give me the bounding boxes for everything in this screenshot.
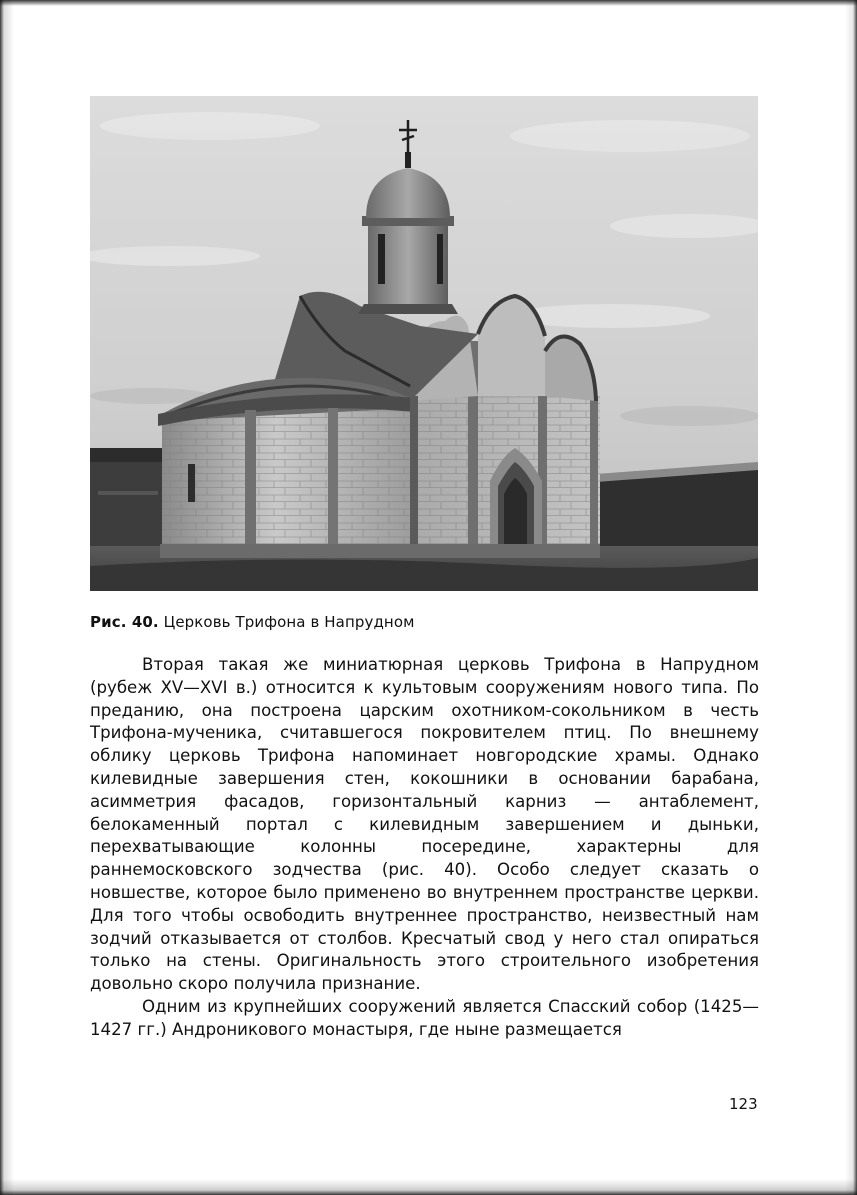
scan-edge-bottom xyxy=(0,1179,857,1195)
body-text xyxy=(90,654,759,1042)
scan-edge-top xyxy=(0,0,857,6)
figure-caption xyxy=(90,613,415,631)
scan-edge-left xyxy=(0,0,16,1195)
page-number: 123 xyxy=(729,1095,758,1113)
figure-label: Рис. 40. xyxy=(90,613,159,631)
church-photo xyxy=(90,96,758,591)
scan-edge-right xyxy=(845,0,857,1195)
paragraph-1: Вторая такая же миниатюрная церковь Трифона в Напрудном (рубеж XV—XVI в.) относится к культовым сооружениям нового типа. По преданию, она построена царским охотником-сокольником в честь Трифона-мученика, считавшегося покровителем птиц. По внешнему облику церковь Трифона напоминает новгородские храмы. Однако килевидные завершения стен, кокошники в основании барабана, асимметрия фасадов, горизонтальный карниз — антаблемент, белокаменный портал с килевидным завершением и дыньки, перехватывающие колонны посередине, характерны для раннемосковского зодчества (рис. 40). Особо следует сказать о новшестве, которое было применено во внутреннем пространстве церкви. Для того чтобы освободить внутреннее пространство, неизвестный нам зодчий отказывается от столбов. Кресчатый свод у него стал опираться только на стены. Оригинальность этого строительного изобретения довольно скоро получила признание. xyxy=(90,655,759,994)
figure-caption-text: Церковь Трифона в Напрудном xyxy=(163,613,415,631)
paragraph-2: Одним из крупнейших сооружений является Спасский собор (1425—1427 гг.) Андроникового монастыря, где ныне размещается xyxy=(90,996,759,1039)
